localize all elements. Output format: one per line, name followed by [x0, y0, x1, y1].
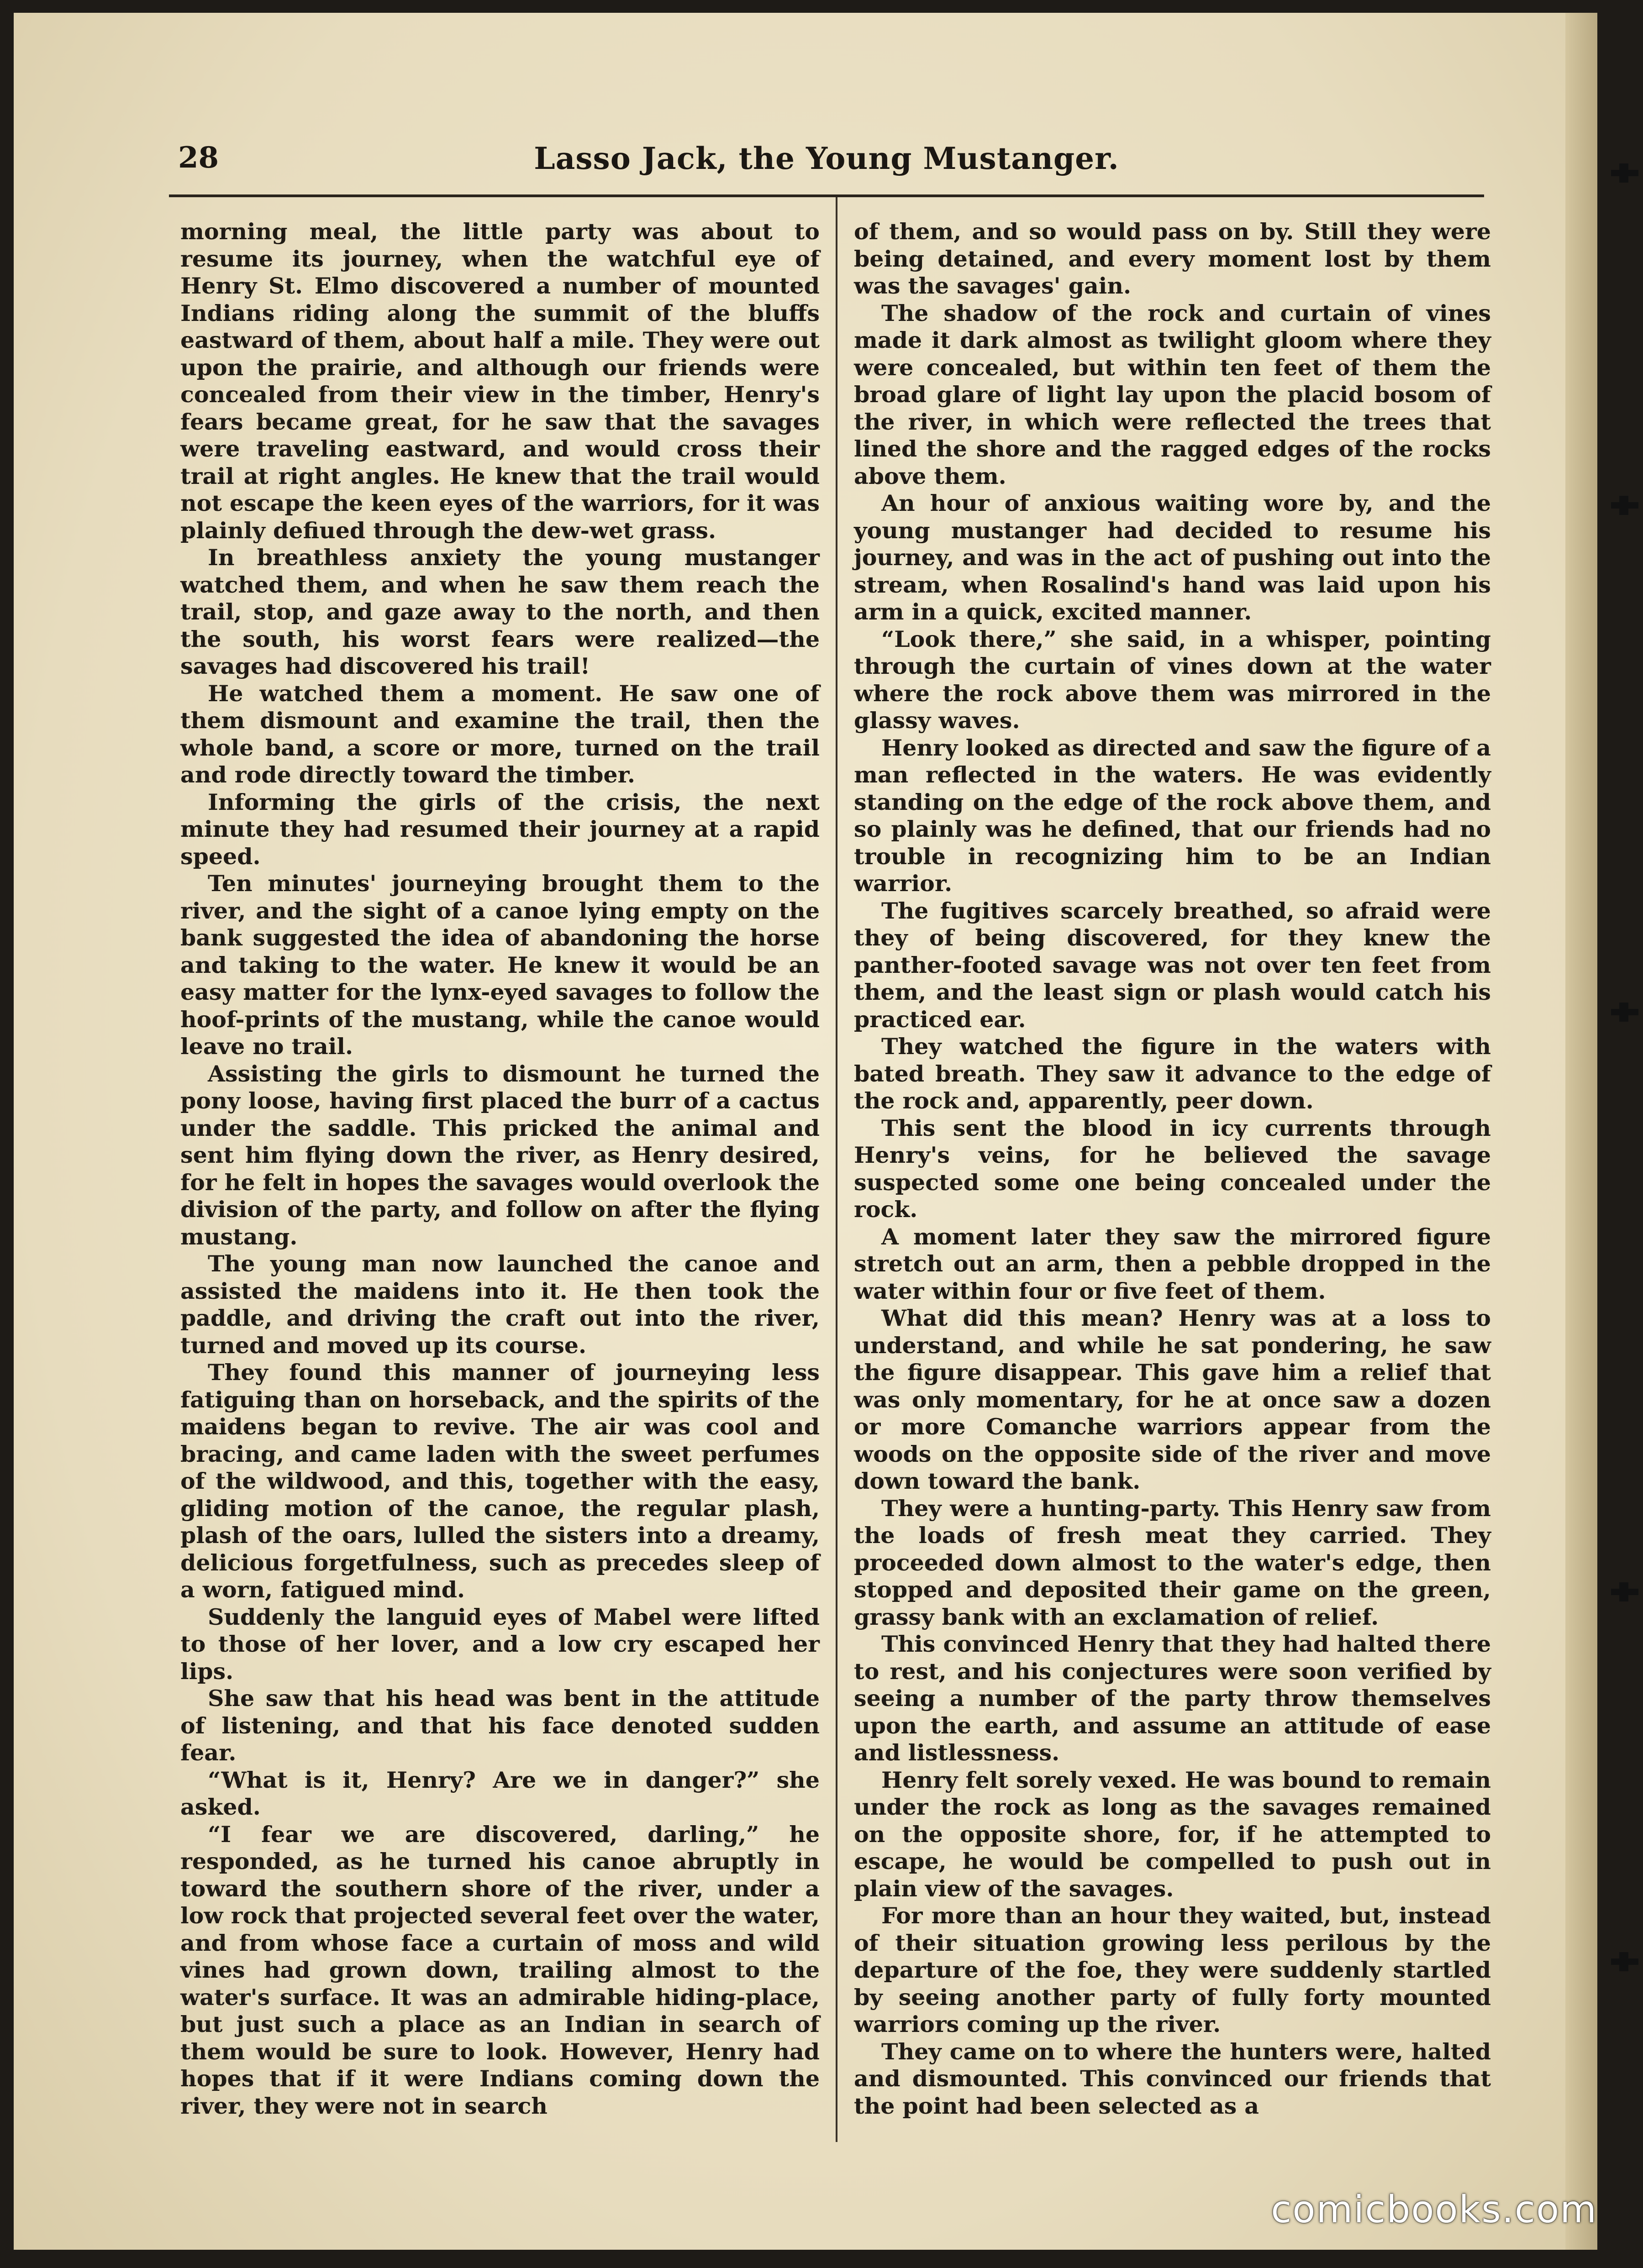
watermark: comicbooks.com: [1271, 2188, 1597, 2231]
page-edge-shadow: [1565, 13, 1597, 2250]
paragraph: The fugitives scarcely breathed, so afraid were they of being discovered, for they knew the panther-footed savage was not over ten feet from them, and the least sign or plash would catch his practiced ear.: [854, 897, 1491, 1033]
paragraph: “Look there,” she said, in a whisper, pointing through the curtain of vines down at the water where the rock above them was mirrored in the glassy waves.: [854, 625, 1491, 734]
paragraph: morning meal, the little party was about to resume its journey, when the watchful eye of Henry St. Elmo discovered a number of mounted Indians riding along the summit of the bluffs eastward of them, about half a mile. They were out upon the prairie, and although our friends were concealed from their view in the timber, Henry's fears became great, for he saw that the savages were traveling eastward, and would cross their trail at right angles. He knew that the trail would not escape the keen eyes of the warriors, for it was plainly defiued through the dew-wet grass.: [180, 218, 820, 544]
paragraph: What did this mean? Henry was at a loss to understand, and while he sat pondering, he saw the figure disappear. This gave him a relief that was only momentary, for he at once saw a dozen or more Comanche warriors appear from the woods on the opposite side of the river and move down toward the bank.: [854, 1305, 1491, 1494]
paragraph: “I fear we are discovered, darling,” he responded, as he turned his canoe abruptly in toward the southern shore of the river, under a low rock that projected several feet over the water, and from whose face a curtain of moss and wild vines had grown down, trailing almost to the water's surface. It was an admirable hiding-place, but just such a place as an Indian in search of them would be sure to look. However, Henry had hopes that if it were Indians coming down the river, they were not in search: [180, 1821, 820, 2119]
paragraph: She saw that his head was bent in the attitude of listening, and that his face denoted sudden fear.: [180, 1685, 820, 1766]
paragraph: “What is it, Henry? Are we in danger?” she asked.: [180, 1766, 820, 1820]
page-number: 28: [178, 141, 219, 175]
paragraph: Assisting the girls to dismount he turned the pony loose, having first placed the burr of a cactus under the saddle. This pricked the animal and sent him flying down the river, as Henry desired, for he felt in hopes the savages would overlook the division of the party, and follow on after the flying mustang.: [180, 1060, 820, 1250]
paragraph: Suddenly the languid eyes of Mabel were lifted to those of her lover, and a low cry escaped her lips.: [180, 1603, 820, 1685]
binding-tab: [1611, 1958, 1638, 1965]
paragraph: of them, and so would pass on by. Still they were being detained, and every moment lost by them was the savages' gain.: [854, 218, 1491, 299]
paragraph: The young man now launched the canoe and assisted the maidens into it. He then took the paddle, and driving the craft out into the river, turned and moved up its course.: [180, 1250, 820, 1359]
paragraph: Henry felt sorely vexed. He was bound to remain under the rock as long as the savages remained on the opposite shore, for, if he attempted to escape, he would be compelled to push out in plain view of the savages.: [854, 1766, 1491, 1902]
binding-marks: [1606, 0, 1643, 2268]
paragraph: The shadow of the rock and curtain of vines made it dark almost as twilight gloom where they were concealed, but within ten feet of them the broad glare of light lay upon the placid bosom of the river, in which were reflected the trees that lined the shore and the ragged edges of the rocks above them.: [854, 299, 1491, 489]
binding-tab: [1611, 502, 1638, 509]
paragraph: Henry looked as directed and saw the figure of a man reflected in the waters. He was evidently standing on the edge of the rock above them, and so plainly was he defined, that our friends had no trouble in recognizing him to be an Indian warrior.: [854, 734, 1491, 897]
paragraph: Ten minutes' journeying brought them to the river, and the sight of a canoe lying empty on the bank suggested the idea of abandoning the horse and taking to the water. He knew it would be an easy matter for the lynx-eyed savages to follow the hoof-prints of the mustang, while the canoe would leave no trail.: [180, 870, 820, 1060]
header-rule: [169, 194, 1484, 197]
paragraph: In breathless anxiety the young mustanger watched them, and when he saw them reach the trail, stop, and gaze away to the north, and then the south, his worst fears were realized—the savages had discovered his trail!: [180, 544, 820, 679]
paragraph: They watched the figure in the waters with bated breath. They saw it advance to the edge of the rock and, apparently, peer down.: [854, 1033, 1491, 1114]
paragraph: This convinced Henry that they had halted there to rest, and his conjectures were soon verified by seeing a number of the party throw themselves upon the earth, and assume an attitude of ease and listlessness.: [854, 1631, 1491, 1766]
page-header: [164, 136, 1489, 191]
binding-tab: [1611, 1589, 1638, 1595]
paragraph: For more than an hour they waited, but, instead of their situation growing less perilous by the departure of the foe, they were suddenly startled by seeing another party of fully forty mounted warriors coming up the river.: [854, 1902, 1491, 2037]
paragraph: An hour of anxious waiting wore by, and the young mustanger had decided to resume his journey, and was in the act of pushing out into the stream, when Rosalind's hand was laid upon his arm in a quick, excited manner.: [854, 490, 1491, 625]
paragraph: This sent the blood in icy currents through Henry's veins, for he believed the savage suspected some one being concealed under the rock.: [854, 1114, 1491, 1223]
right-column: [854, 218, 1491, 2120]
paragraph: Informing the girls of the crisis, the next minute they had resumed their journey at a rapid speed.: [180, 788, 820, 870]
left-column: [180, 218, 820, 2120]
column-divider: [836, 197, 837, 2142]
paragraph: They found this manner of journeying less fatiguing than on horseback, and the spirits of the maidens began to revive. The air was cool and bracing, and came laden with the sweet perfumes of the wildwood, and this, together with the easy, gliding motion of the canoe, the regular plash, plash of the oars, lulled the sisters into a dreamy, delicious forgetfulness, such as precedes sleep of a worn, fatigued mind.: [180, 1359, 820, 1603]
running-title: Lasso Jack, the Young Mustanger.: [534, 141, 1119, 176]
book-page: [14, 13, 1597, 2250]
paragraph: He watched them a moment. He saw one of them dismount and examine the trail, then the whole band, a score or more, turned on the trail and rode directly toward the timber.: [180, 680, 820, 788]
paragraph: They came on to where the hunters were, halted and dismounted. This convinced our friends that the point had been selected as a: [854, 2038, 1491, 2119]
paragraph: They were a hunting-party. This Henry saw from the loads of fresh meat they carried. They proceeded down almost to the water's edge, then stopped and deposited their game on the green, grassy bank with an exclamation of relief.: [854, 1495, 1491, 1630]
paragraph: A moment later they saw the mirrored figure stretch out an arm, then a pebble dropped in the water within four or five feet of them.: [854, 1223, 1491, 1304]
binding-tab: [1611, 1009, 1638, 1015]
binding-tab: [1611, 170, 1638, 176]
